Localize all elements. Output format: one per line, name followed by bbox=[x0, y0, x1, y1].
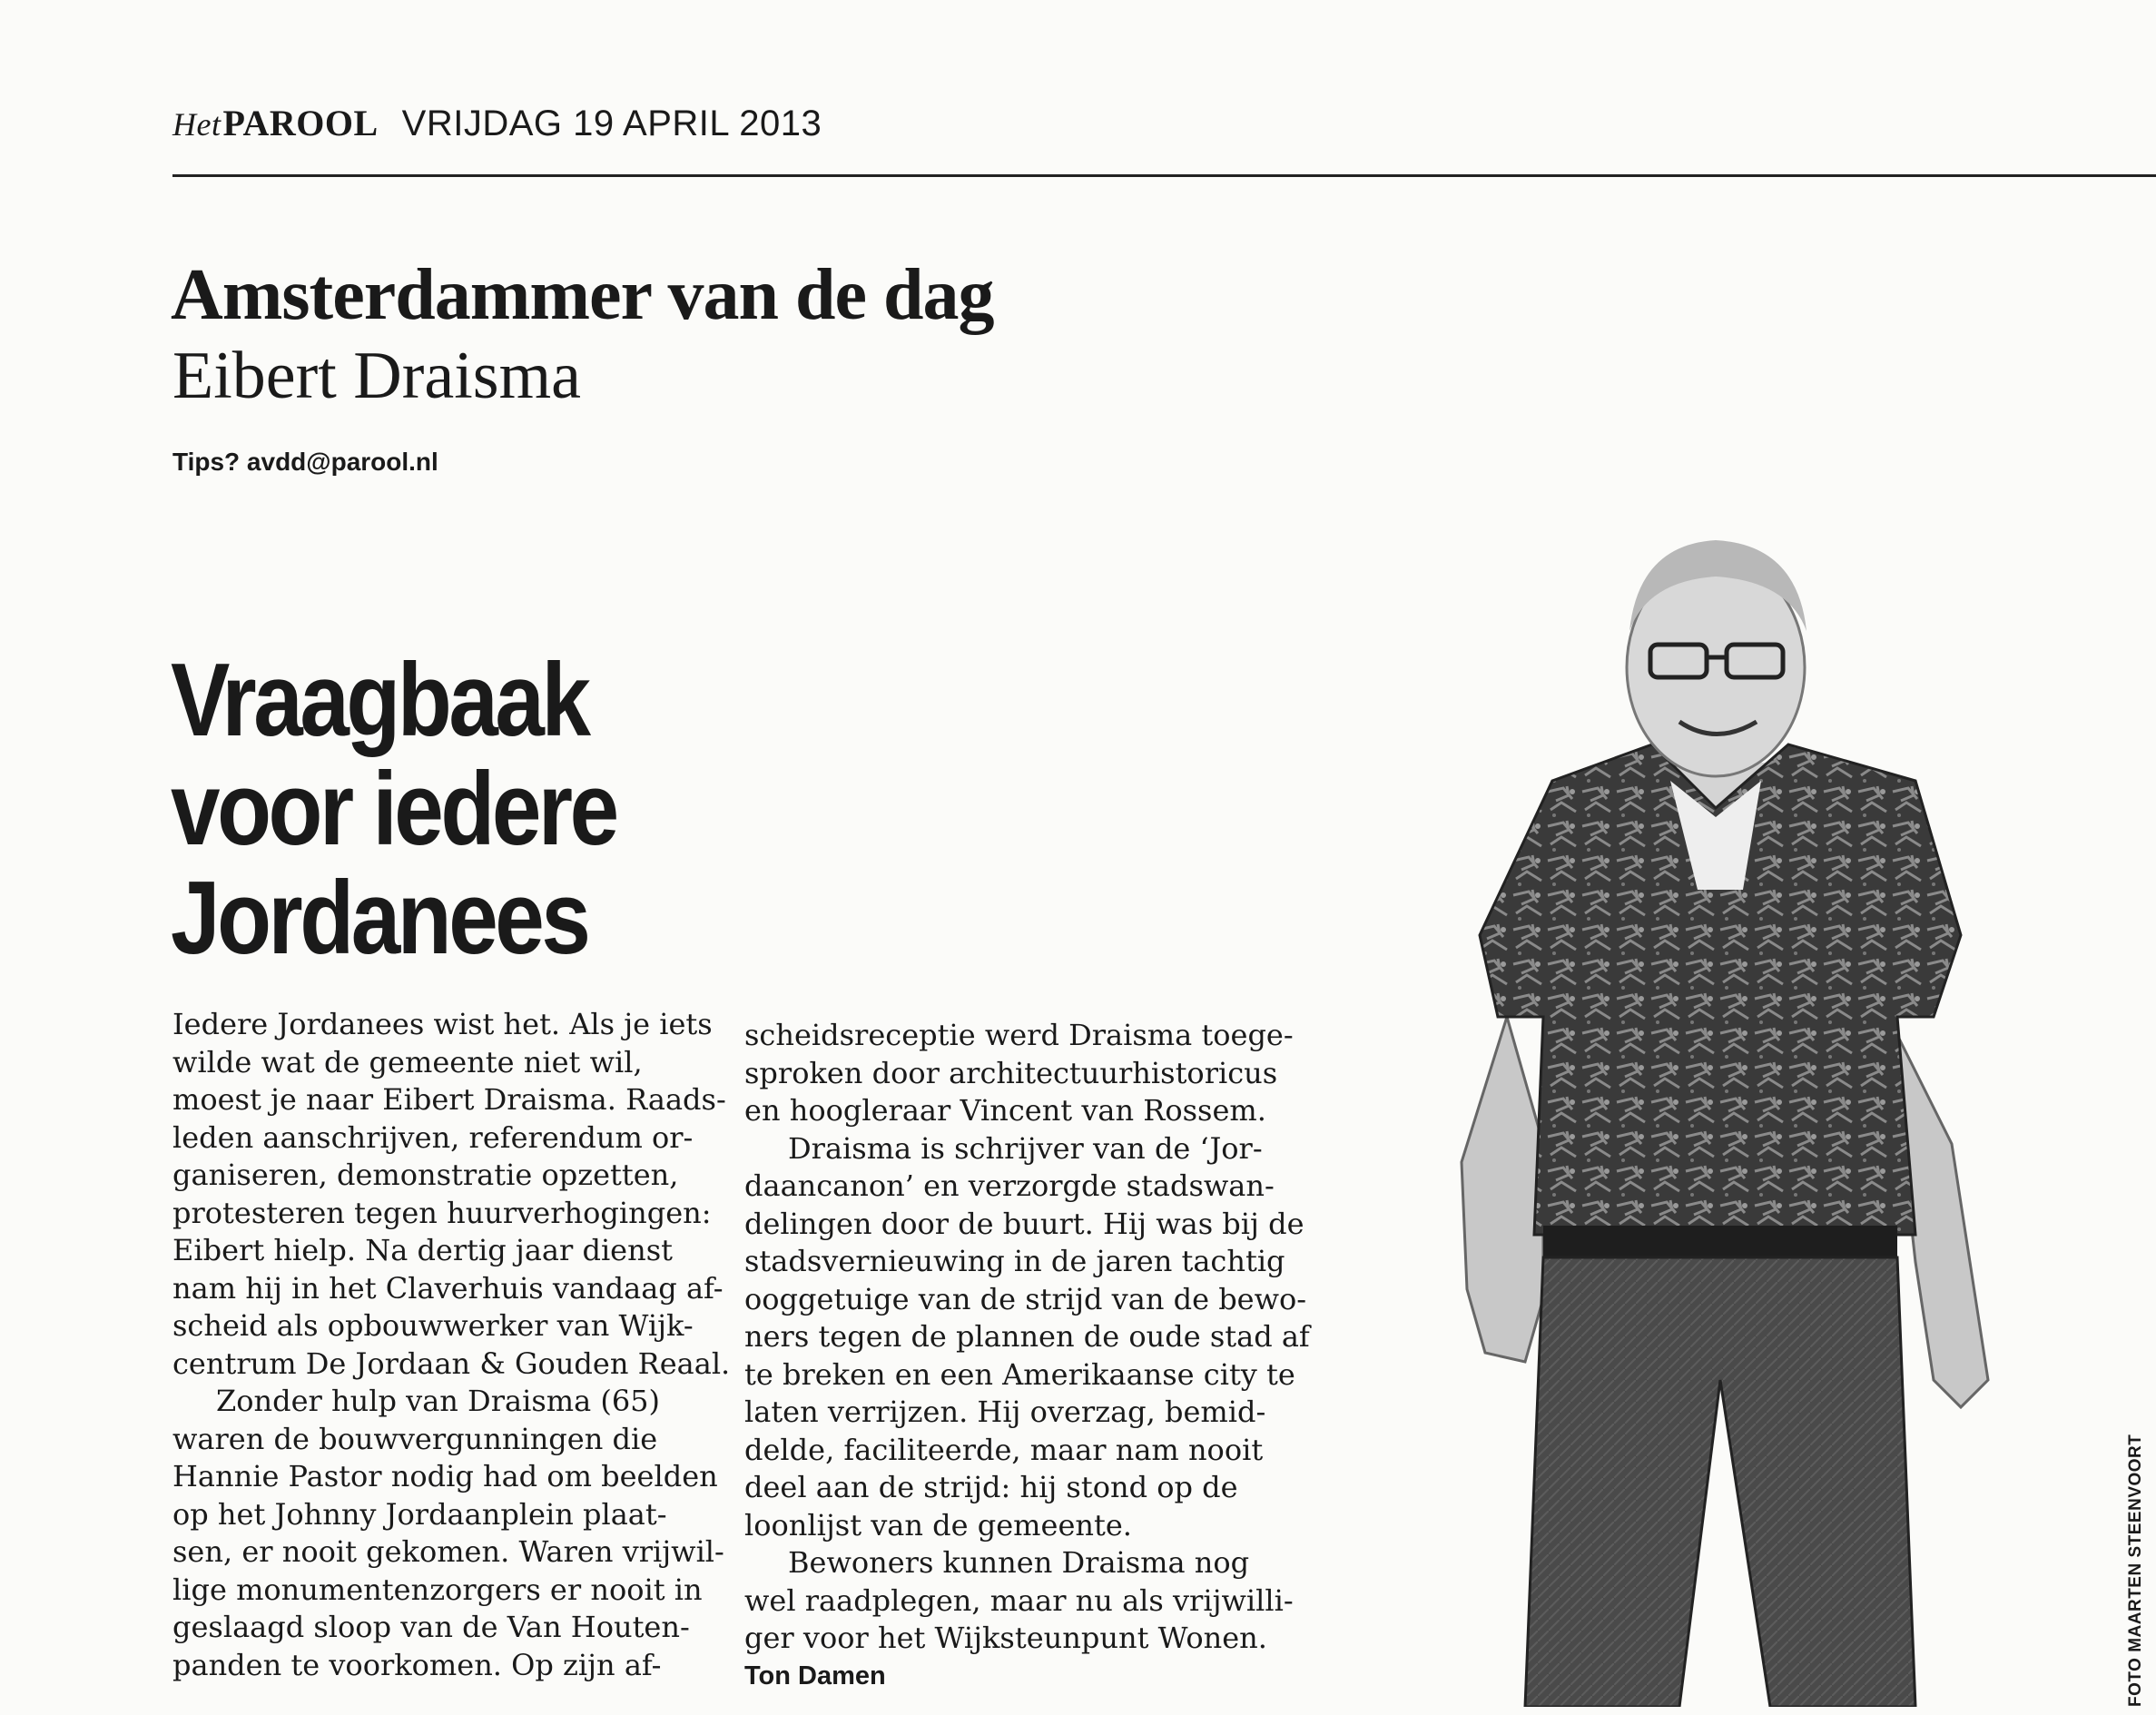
article-column-1 bbox=[172, 1006, 730, 1684]
article-column-2 bbox=[744, 1017, 1310, 1695]
text-line: ger voor het Wijksteunpunt Wonen. bbox=[744, 1621, 1267, 1655]
article-headline bbox=[171, 643, 616, 976]
text-line: en hoogleraar Vincent van Rossem. bbox=[744, 1093, 1266, 1128]
text-line: te breken en een Amerikaanse city te bbox=[744, 1356, 1295, 1392]
text-line: scheidsreceptie werd Draisma toege- bbox=[744, 1018, 1294, 1052]
text-line: Bewoners kunnen Draisma nog bbox=[788, 1545, 1250, 1580]
text-line: panden te voorkomen. Op zijn af- bbox=[172, 1647, 662, 1682]
text-line: daancanon’ en verzorgde stadswan- bbox=[744, 1168, 1275, 1203]
text-line: op het Johnny Jordaanplein plaat- bbox=[172, 1496, 667, 1532]
text-line: ners tegen de plannen de oude stad af bbox=[744, 1319, 1310, 1354]
section-title: Amsterdammer van de dag bbox=[171, 255, 994, 335]
text-line: Hannie Pastor nodig had om beelden bbox=[172, 1459, 718, 1493]
text-line: laten verrijzen. Hij overzag, bemid- bbox=[744, 1395, 1266, 1429]
issue-date: VRIJDAG 19 APRIL 2013 bbox=[401, 103, 822, 143]
text-line: sproken door architectuurhistoricus bbox=[744, 1055, 1278, 1090]
header-rule bbox=[172, 174, 2156, 177]
text-line: Draisma is schrijver van de ‘Jor- bbox=[788, 1130, 1263, 1166]
text-line: stadsvernieuwing in de jaren tachtig bbox=[744, 1244, 1285, 1278]
text-line: scheid als opbouwwerker van Wijk- bbox=[172, 1308, 694, 1343]
text-line: leden aanschrijven, referendum or- bbox=[172, 1119, 694, 1155]
text-line: delingen door de buurt. Hij was bij de bbox=[744, 1206, 1304, 1241]
text-line: sen, er nooit gekomen. Waren vrijwil- bbox=[172, 1534, 724, 1569]
text-line: wel raadplegen, maar nu als vrijwilli- bbox=[744, 1582, 1294, 1618]
text-line: geslaagd sloop van de Van Houten- bbox=[172, 1610, 690, 1644]
text-line: wilde wat de gemeente niet wil, bbox=[172, 1044, 643, 1079]
headline-line: Jordanees bbox=[171, 861, 588, 976]
text-line: ganiseren, demonstratie opzetten, bbox=[172, 1158, 679, 1192]
newspaper-logo: HetPAROOL bbox=[172, 103, 379, 143]
text-line: moest je naar Eibert Draisma. Raads- bbox=[172, 1082, 726, 1117]
text-line: Iedere Jordanees wist het. Als je iets bbox=[172, 1007, 713, 1041]
text-line: loonlijst van de gemeente. bbox=[744, 1507, 1132, 1543]
headline-line: Vraagbaak bbox=[171, 643, 588, 758]
text-line: centrum De Jordaan & Gouden Reaal. bbox=[172, 1345, 731, 1381]
photo-credit: FOTO MAARTEN STEENVOORT bbox=[2126, 1434, 2145, 1707]
person-name: Eibert Draisma bbox=[172, 339, 581, 413]
masthead bbox=[172, 102, 822, 144]
text-line: delde, faciliteerde, maar nam nooit bbox=[744, 1432, 1264, 1467]
tips-line: Tips? avdd@parool.nl bbox=[172, 448, 438, 476]
text-line: protesteren tegen huurverhogingen: bbox=[172, 1195, 712, 1230]
headline-line: voor iedere bbox=[171, 752, 616, 867]
text-line: Eibert hielp. Na dertig jaar dienst bbox=[172, 1233, 673, 1267]
text-line: waren de bouwvergunningen die bbox=[172, 1421, 658, 1456]
text-line: deel aan de strijd: hij stond op de bbox=[744, 1470, 1238, 1504]
text-line: lige monumentenzorgers er nooit in bbox=[172, 1572, 703, 1607]
text-line: ooggetuige van de strijd van de bewo- bbox=[744, 1281, 1307, 1316]
text-line: nam hij in het Claverhuis vandaag af- bbox=[172, 1270, 724, 1306]
text-line: Zonder hulp van Draisma (65) bbox=[216, 1384, 661, 1418]
byline: Ton Damen bbox=[744, 1661, 886, 1690]
portrait-photo bbox=[1407, 508, 2024, 1711]
